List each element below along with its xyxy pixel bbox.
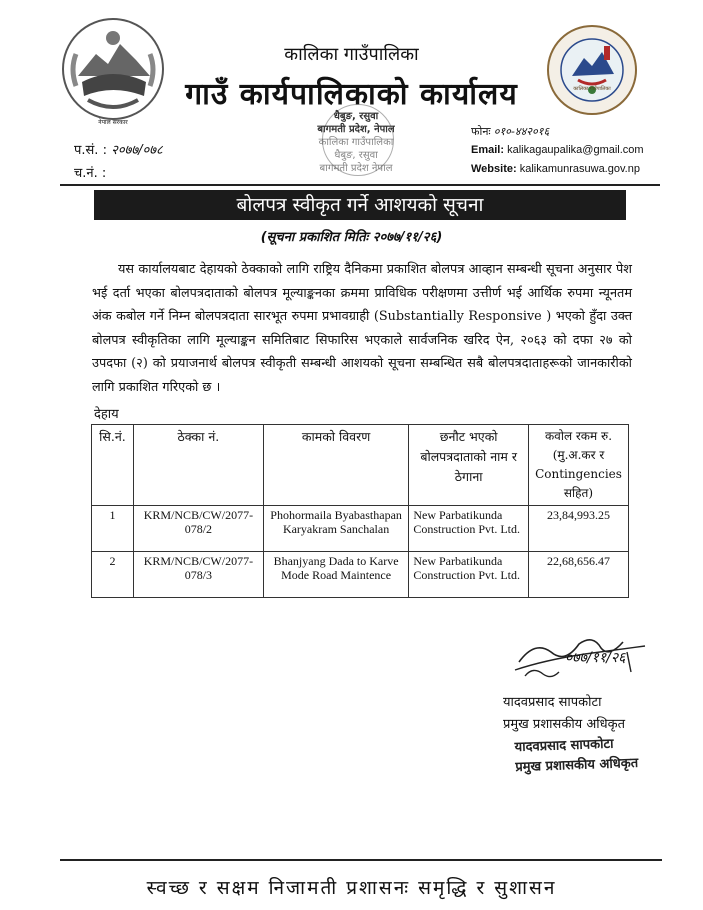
cell-contract-no: KRM/NCB/CW/2077-078/2 — [133, 506, 263, 552]
stamp-signer-designation: प्रमुख प्रशासकीय अधिकृत — [515, 755, 639, 776]
reference-label: प.सं. : — [74, 143, 107, 158]
table-header-row — [92, 425, 629, 506]
website-label: Website: — [471, 163, 517, 175]
cell-serial: 1 — [92, 506, 134, 552]
reference-value: २०७७/०७८ — [111, 143, 163, 158]
header-work-description: कामको विवरण — [263, 425, 408, 506]
published-date: (सूचना प्रकाशित मितिः २०७७/११/२६) — [260, 230, 443, 245]
signature-date: ०७७/११/२६ — [565, 650, 626, 666]
cell-bidder: New Parbatikunda Construction Pvt. Ltd. — [409, 506, 529, 552]
phone-label: फोनः — [471, 125, 491, 138]
email-value[interactable]: kalikagaupalika@gmail.com — [507, 144, 644, 156]
website-value[interactable]: kalikamunrasuwa.gov.np — [519, 163, 640, 175]
reference-number — [74, 140, 163, 158]
table-row — [92, 506, 629, 552]
signer-block — [503, 692, 625, 736]
cell-serial: 2 — [92, 552, 134, 598]
signer-name: यादवप्रसाद सापकोटा — [503, 695, 602, 710]
stamp-line: बागमती प्रदेश नेपाल — [319, 163, 393, 174]
email-label: Email: — [471, 144, 505, 156]
table-row — [92, 552, 629, 598]
stamp-line: कालिका गाउँपालिका — [318, 137, 394, 148]
email-line — [471, 144, 644, 156]
header-amount: कवोल रकम रु. (मु.अ.कर र Contingencies सहित) — [528, 425, 628, 506]
footer-motto: स्वच्छ र सक्षम निजामती प्रशासनः समृद्धि र सुशासन — [146, 877, 557, 899]
header-bidder: छनौट भएको बोलपत्रदाताको नाम र ठेगाना — [409, 425, 529, 506]
footer-divider — [60, 859, 662, 861]
right-emblem-caption: कालिका गाउँपालिका — [573, 86, 611, 92]
website-line — [471, 163, 640, 175]
dispatch-label: च.नं. : — [74, 166, 107, 181]
notice-title: बोलपत्र स्वीकृत गर्ने आशयको सूचना — [94, 190, 626, 220]
office-name: कालिका गाउँपालिका — [284, 44, 419, 65]
office-stamp — [300, 108, 412, 180]
table-caption: देहाय — [94, 407, 119, 422]
phone-line — [471, 124, 549, 139]
notice-body: यस कार्यालयबाट देहायको ठेक्काको लागि राष्ट्रिय दैनिकमा प्रकाशित बोलपत्र आव्हान सम्बन्धी सूचना अनुसार पेश भई दर्ता भएका बोलपत्रदाताको बोलपत्र मूल्याङ्कनका क्रममा प्राविधिक परीक्षणमा उत्तीर्ण भई आर्थिक रुपमा न्यूनतम अंक कबोल गर्ने निम्न बोलपत्रदाता सारभूत रुपमा प्रभावग्राही (Substantially Responsive ) भएको हुँदा उक्त बोलपत्र स्वीकृतिका लागि मूल्याङ्कन समितिबाट सिफारिस भएकाले सार्वजनिक खरिद ऐन, २०६३ को दफा २७ को उपदफा (२) को प्रयाजनार्थ बोलपत्र स्वीकृती सम्बन्धी आशयको सूचना सम्बन्धित सबै बोलपत्रदाताहरूको जानकारीको लागि प्रकाशित गरिएको छ । — [92, 262, 632, 395]
phone-value: ०१०-४४२०१६ — [493, 125, 550, 138]
header-serial: सि.नं. — [92, 425, 134, 506]
bid-table — [91, 424, 629, 598]
header-divider — [60, 184, 660, 186]
office-title: गाउँ कार्यपालिकाको कार्यालय — [185, 77, 518, 112]
stamp-line: धैबुङ, रसुवा — [333, 111, 379, 122]
cell-bidder: New Parbatikunda Construction Pvt. Ltd. — [409, 552, 529, 598]
cell-contract-no: KRM/NCB/CW/2077-078/3 — [133, 552, 263, 598]
stamp-signer-name: यादवप्रसाद सापकोटा — [514, 736, 614, 756]
signer-designation: प्रमुख प्रशासकीय अधिकृत — [503, 717, 626, 732]
cell-amount: 22,68,656.47 — [528, 552, 628, 598]
stamp-line: बागमती प्रदेश, नेपाल — [317, 124, 395, 135]
stamp-line: धैबुङ, रसुवा — [334, 150, 378, 161]
dispatch-number — [74, 163, 106, 181]
header-contract-no: ठेक्का नं. — [133, 425, 263, 506]
cell-work-description: Bhanjyang Dada to Karve Mode Road Maintence — [263, 552, 408, 598]
emblem-caption: नेपाल सरकार — [98, 119, 128, 126]
cell-work-description: Phohormaila Byabasthapan Karyakram Sanchalan — [263, 506, 408, 552]
cell-amount: 23,84,993.25 — [528, 506, 628, 552]
name-stamp — [514, 734, 638, 778]
